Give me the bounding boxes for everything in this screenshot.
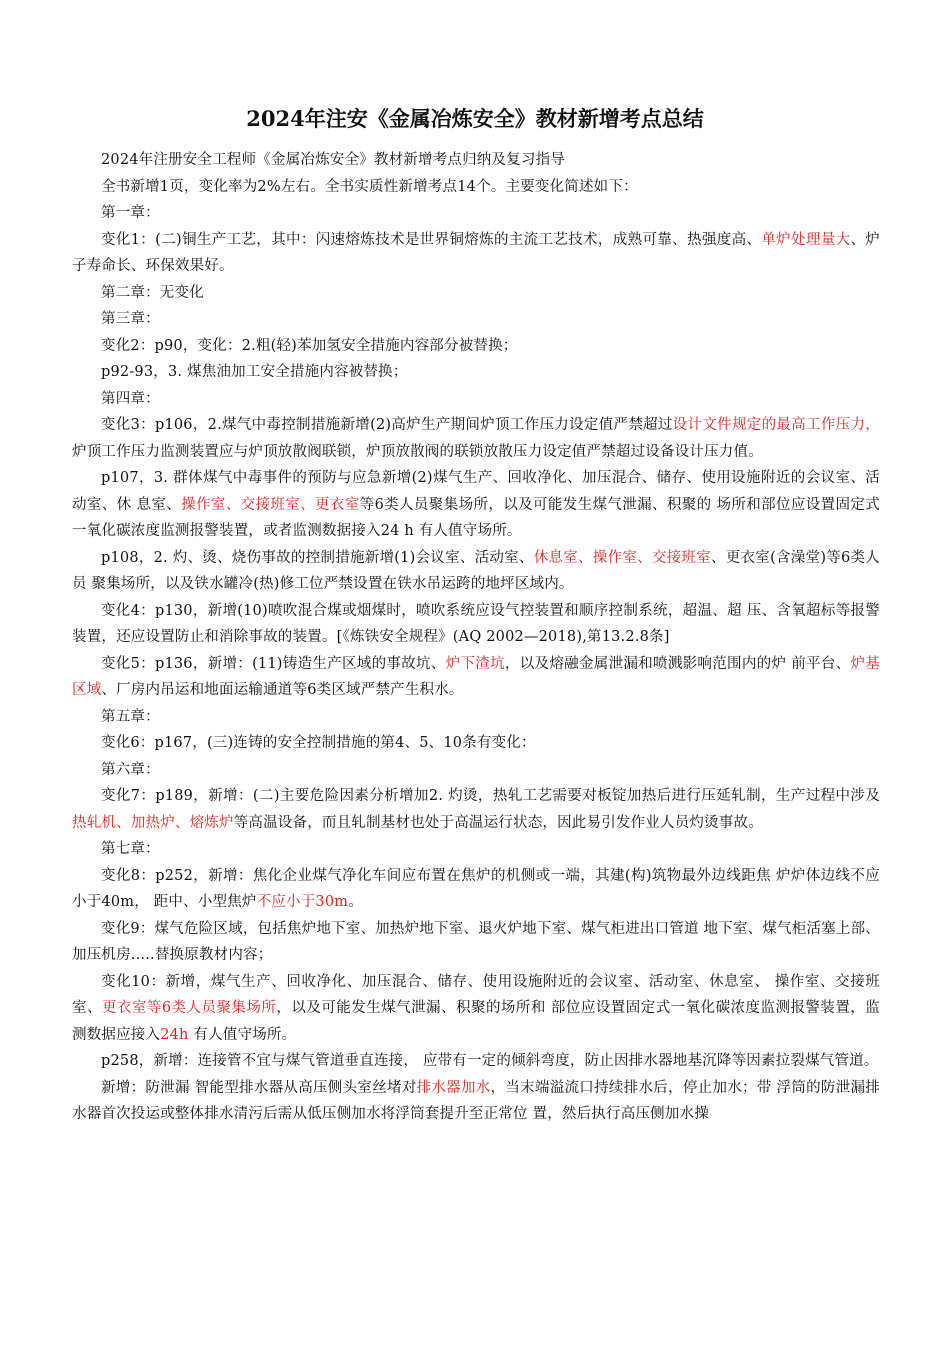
text-run: 变化7：p189，新增：(二)主要危险因素分析增加2. 灼烫，热轧工艺需要对板锭加热后进行压延轧制，生产过程中涉及 — [101, 788, 880, 804]
highlighted-text: 热轧机、加热炉、熔炼炉 — [72, 814, 234, 831]
text-run: 第四章： — [101, 390, 160, 407]
paragraph — [72, 147, 880, 174]
text-run: 变化4：p130，新增(10)喷吹混合煤或烟煤时，喷吹系统应设气控装置和顺序控制系统，超温、超 压、含氧超标等报警装置，还应设置防止和消除事故的装置。[《炼铁安全规程》(AQ 2002—2018),第13.2.8条] — [72, 602, 880, 645]
text-run: p107，3. 群体煤气中毒事件的预防与应急新增(2)煤气生产、回收净化、加压混合、储存、使用设施附近的会议室、活动室、休 息室、 — [72, 470, 880, 513]
paragraph — [72, 598, 880, 651]
paragraph — [72, 306, 880, 333]
highlighted-text: 设计文件规定的最高工作压力， — [672, 417, 880, 433]
text-run: 炉顶工作压力监测装置应与炉顶放散阀联锁，炉顶放散阀的联锁放散压力设定值严禁超过设备设计压力值。 — [72, 443, 763, 460]
paragraph — [72, 916, 880, 969]
document-title: 2024年注安《金属冶炼安全》教材新增考点总结 — [246, 106, 704, 131]
highlighted-text: 排水器加水 — [416, 1079, 491, 1096]
text-run: 变化6：p167，(三)连铸的安全控制措施的第4、5、10条有变化： — [101, 735, 536, 751]
highlighted-text: 操作室、交接班室、更衣室 — [181, 496, 360, 513]
text-run: 第一章： — [101, 205, 160, 221]
paragraph — [72, 333, 880, 360]
paragraph — [72, 359, 880, 386]
paragraph — [72, 1048, 880, 1075]
text-run: ，以及可能发生煤气泄漏、积聚的场所和 部位应设置固定式一氧化碳浓度监测报警装置，监测数据应接入 — [72, 1000, 881, 1043]
text-run: 新增：防泄漏 智能型排水器从高压侧头室丝堵对 — [101, 1079, 417, 1096]
paragraph — [72, 227, 880, 280]
text-run: p258，新增：连接管不宜与煤气管道垂直连接， 应带有一定的倾斜弯度，防止因排水器地基沉降等因素拉裂煤气管道。 — [101, 1053, 879, 1069]
text-run: 第七章： — [101, 841, 160, 857]
text-run: 、厂房内吊运和地面运输通道等6类区域严禁产生积水。 — [101, 682, 464, 698]
highlighted-text: 休息室、操作室、交接班室 — [533, 549, 711, 566]
paragraph — [72, 465, 880, 545]
paragraph — [72, 969, 880, 1049]
highlighted-text: 炉基区域 — [72, 655, 880, 698]
paragraph — [72, 730, 880, 757]
text-run: 变化8：p252，新增：焦化企业煤气净化车间应布置在焦炉的机侧或一端，其建(构)筑物最外边线距焦 炉炉体边线不应小于40m， 距中、小型焦炉 — [72, 867, 880, 910]
text-run: 变化10：新增，煤气生产、回收净化、加压混合、储存、使用设施附近的会议室、活动室、休息室、 操作室、交接班室、 — [72, 973, 880, 1016]
text-run: 等高温设备，而且轧制基材也处于高温运行状态，因此易引发作业人员灼烫事故。 — [233, 814, 763, 831]
text-run: 、更衣室(含澡堂)等6类人员 聚集场所，以及铁水罐冷(热)修工位严禁设置在铁水吊运跨的地坪区域内。 — [72, 549, 880, 592]
text-run: 全书新增1页，变化率为2%左右。全书实质性新增考点14个。主要变化简述如下： — [101, 178, 638, 195]
paragraph — [72, 412, 880, 465]
paragraph — [72, 783, 880, 836]
paragraph — [72, 280, 880, 307]
highlighted-text: 更衣室等6类人员聚集场所 — [101, 1000, 277, 1016]
text-run: ，以及熔融金属泄漏和喷溅影响范围内的炉 前平台、 — [504, 655, 851, 672]
text-run: 。 — [348, 894, 363, 910]
text-run: 变化5：p136，新增：(11)铸造生产区域的事故坑、 — [101, 655, 446, 672]
text-run: ，当末端溢流口持续排水后，停止加水；带 浮筒的防泄漏排水器首次投运或整体排水清污后需从低压侧加水将浮筒套提升至正常位 置，然后执行高压侧加水操 — [72, 1079, 880, 1122]
text-run: 有人值守场所。 — [188, 1026, 297, 1043]
text-run: 变化2：p90，变化：2.粗(轻)苯加氢安全措施内容部分被替换； — [101, 337, 518, 354]
paragraph — [72, 1075, 880, 1128]
text-run: 、炉子寿命长、环保效果好。 — [72, 231, 880, 274]
paragraph — [72, 545, 880, 598]
text-run: 第五章： — [101, 708, 160, 725]
paragraph — [72, 836, 880, 863]
highlighted-text: 不应小于30m — [256, 894, 349, 910]
paragraph — [72, 704, 880, 731]
text-run: 变化9：煤气危险区域，包括焦炉地下室、加热炉地下室、退火炉地下室、煤气柜进出口管道 地下室、煤气柜活塞上部、加压机房.....替换原教材内容； — [72, 920, 880, 963]
text-run: 第六章： — [101, 761, 160, 778]
highlighted-text: 24h — [160, 1026, 189, 1043]
text-run: p92-93，3. 煤焦油加工安全措施内容被替换； — [101, 364, 408, 380]
paragraph — [72, 174, 880, 201]
highlighted-text: 单炉处理量大 — [761, 231, 851, 248]
paragraph — [72, 863, 880, 916]
highlighted-text: 炉下渣坑 — [445, 655, 505, 672]
paragraph — [72, 386, 880, 413]
text-run: 变化3：p106，2.煤气中毒控制措施新增(2)高炉生产期间炉顶工作压力设定值严禁超过 — [101, 417, 673, 433]
text-run: 第三章： — [101, 311, 160, 327]
text-run: 变化1：(二)铜生产工艺，其中：闪速熔炼技术是世界铜熔炼的主流工艺技术，成熟可靠、热强度高、 — [101, 231, 762, 248]
text-run: 等6类人员聚集场所，以及可能发生煤气泄漏、积聚的 场所和部位应设置固定式一氧化碳浓度监测报警装置，或者监测数据接入24 h 有人值守场所。 — [72, 496, 880, 539]
text-run: 2024年注册安全工程师《金属冶炼安全》教材新增考点归纳及复习指导 — [101, 152, 565, 168]
paragraph — [72, 757, 880, 784]
document-body — [72, 147, 880, 1128]
paragraph — [72, 200, 880, 227]
text-run: p108，2. 灼、烫、烧伤事故的控制措施新增(1)会议室、活动室、 — [101, 549, 534, 566]
text-run: 第二章：无变化 — [101, 284, 204, 301]
paragraph — [72, 651, 880, 704]
